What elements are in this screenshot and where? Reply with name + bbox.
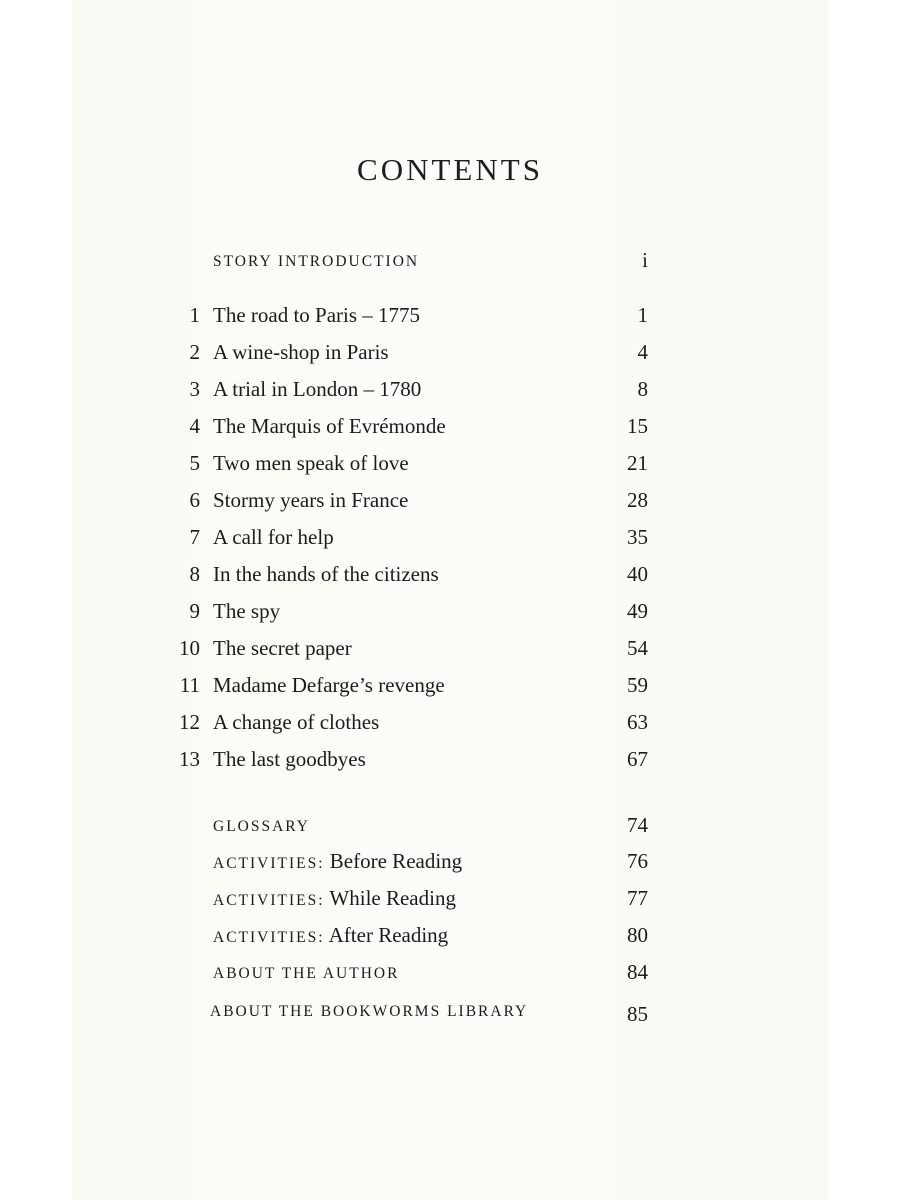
toc-entry-about-library	[0, 995, 900, 1029]
chapter-number: 10	[179, 636, 200, 660]
chapter-page: 63	[627, 710, 648, 734]
toc-entry-chapter	[0, 448, 900, 482]
entry-label-rest: After Reading	[328, 923, 449, 947]
entry-label: STORY INTRODUCTION	[213, 253, 420, 270]
toc-entry-chapter	[0, 300, 900, 334]
entry-label-prefix: ACTIVITIES:	[213, 929, 325, 946]
toc-entry-chapter	[0, 485, 900, 519]
toc-entry-activities-after	[0, 920, 900, 954]
chapter-title: The spy	[213, 599, 281, 623]
toc-entry-activities-before	[0, 846, 900, 880]
toc-entry-chapter	[0, 633, 900, 667]
chapter-page: 35	[627, 525, 648, 549]
entry-label	[213, 846, 462, 879]
toc-entry-about-author	[0, 957, 900, 991]
toc-entry-chapter	[0, 522, 900, 556]
chapter-number: 13	[179, 747, 200, 771]
entry-page: 84	[627, 960, 648, 984]
chapter-page: 54	[627, 636, 648, 660]
entry-label-prefix: ACTIVITIES:	[213, 855, 325, 872]
chapter-number: 11	[179, 673, 200, 697]
entry-label: ABOUT THE AUTHOR	[213, 965, 400, 982]
chapter-page: 59	[627, 673, 648, 697]
chapter-page: 49	[627, 599, 648, 623]
toc-entry-chapter	[0, 374, 900, 408]
chapter-number: 8	[189, 562, 200, 586]
entry-page: i	[642, 248, 648, 272]
chapter-page: 21	[627, 451, 648, 475]
entry-page: 85	[627, 1002, 648, 1026]
toc-entry-chapter	[0, 744, 900, 778]
entry-label-rest: While Reading	[329, 886, 456, 910]
toc-entry-activities-while	[0, 883, 900, 917]
entry-page: 80	[627, 923, 648, 947]
toc-entry-glossary	[0, 810, 900, 844]
chapter-title: The secret paper	[213, 636, 352, 660]
chapter-page: 8	[637, 377, 648, 401]
chapter-number: 7	[189, 525, 200, 549]
toc-entry-chapter	[0, 707, 900, 741]
entry-label: ABOUT THE BOOKWORMS LIBRARY	[210, 1003, 529, 1020]
chapter-page: 40	[627, 562, 648, 586]
chapter-number: 3	[189, 377, 200, 401]
chapter-page: 4	[637, 340, 648, 364]
toc-entry-chapter	[0, 670, 900, 704]
entry-label	[213, 920, 448, 953]
chapter-title: Stormy years in France	[213, 488, 409, 512]
chapter-number: 4	[189, 414, 200, 438]
chapter-title: Two men speak of love	[213, 451, 409, 475]
chapter-title: A wine-shop in Paris	[213, 340, 389, 364]
entry-label: GLOSSARY	[213, 818, 310, 835]
chapter-number: 2	[189, 340, 200, 364]
entry-page: 76	[627, 849, 648, 873]
chapter-title: The Marquis of Evrémonde	[213, 414, 446, 438]
chapter-title: A trial in London – 1780	[213, 377, 422, 401]
toc-entry-chapter	[0, 411, 900, 445]
chapter-page: 28	[627, 488, 648, 512]
toc-entry-chapter	[0, 559, 900, 593]
chapter-title: The road to Paris – 1775	[213, 303, 421, 327]
chapter-title: In the hands of the citizens	[213, 562, 439, 586]
chapter-title: A call for help	[213, 525, 334, 549]
chapter-title: The last goodbyes	[213, 747, 366, 771]
chapter-number: 12	[179, 710, 200, 734]
chapter-number: 5	[189, 451, 200, 475]
chapter-page: 67	[627, 747, 648, 771]
chapter-number: 6	[189, 488, 200, 512]
chapter-title: Madame Defarge’s revenge	[213, 673, 445, 697]
entry-label-prefix: ACTIVITIES:	[213, 892, 325, 909]
entry-page: 74	[627, 813, 648, 837]
entry-page: 77	[627, 886, 648, 910]
chapter-number: 1	[189, 303, 200, 327]
chapter-page: 1	[637, 303, 648, 327]
chapter-page: 15	[627, 414, 648, 438]
page-title: CONTENTS	[357, 152, 543, 187]
chapter-title: A change of clothes	[213, 710, 380, 734]
toc-entry-chapter	[0, 596, 900, 630]
chapter-number: 9	[189, 599, 200, 623]
toc-entry-introduction	[0, 245, 900, 279]
entry-label-rest: Before Reading	[329, 849, 463, 873]
entry-label	[213, 883, 456, 916]
toc-entry-chapter	[0, 337, 900, 371]
